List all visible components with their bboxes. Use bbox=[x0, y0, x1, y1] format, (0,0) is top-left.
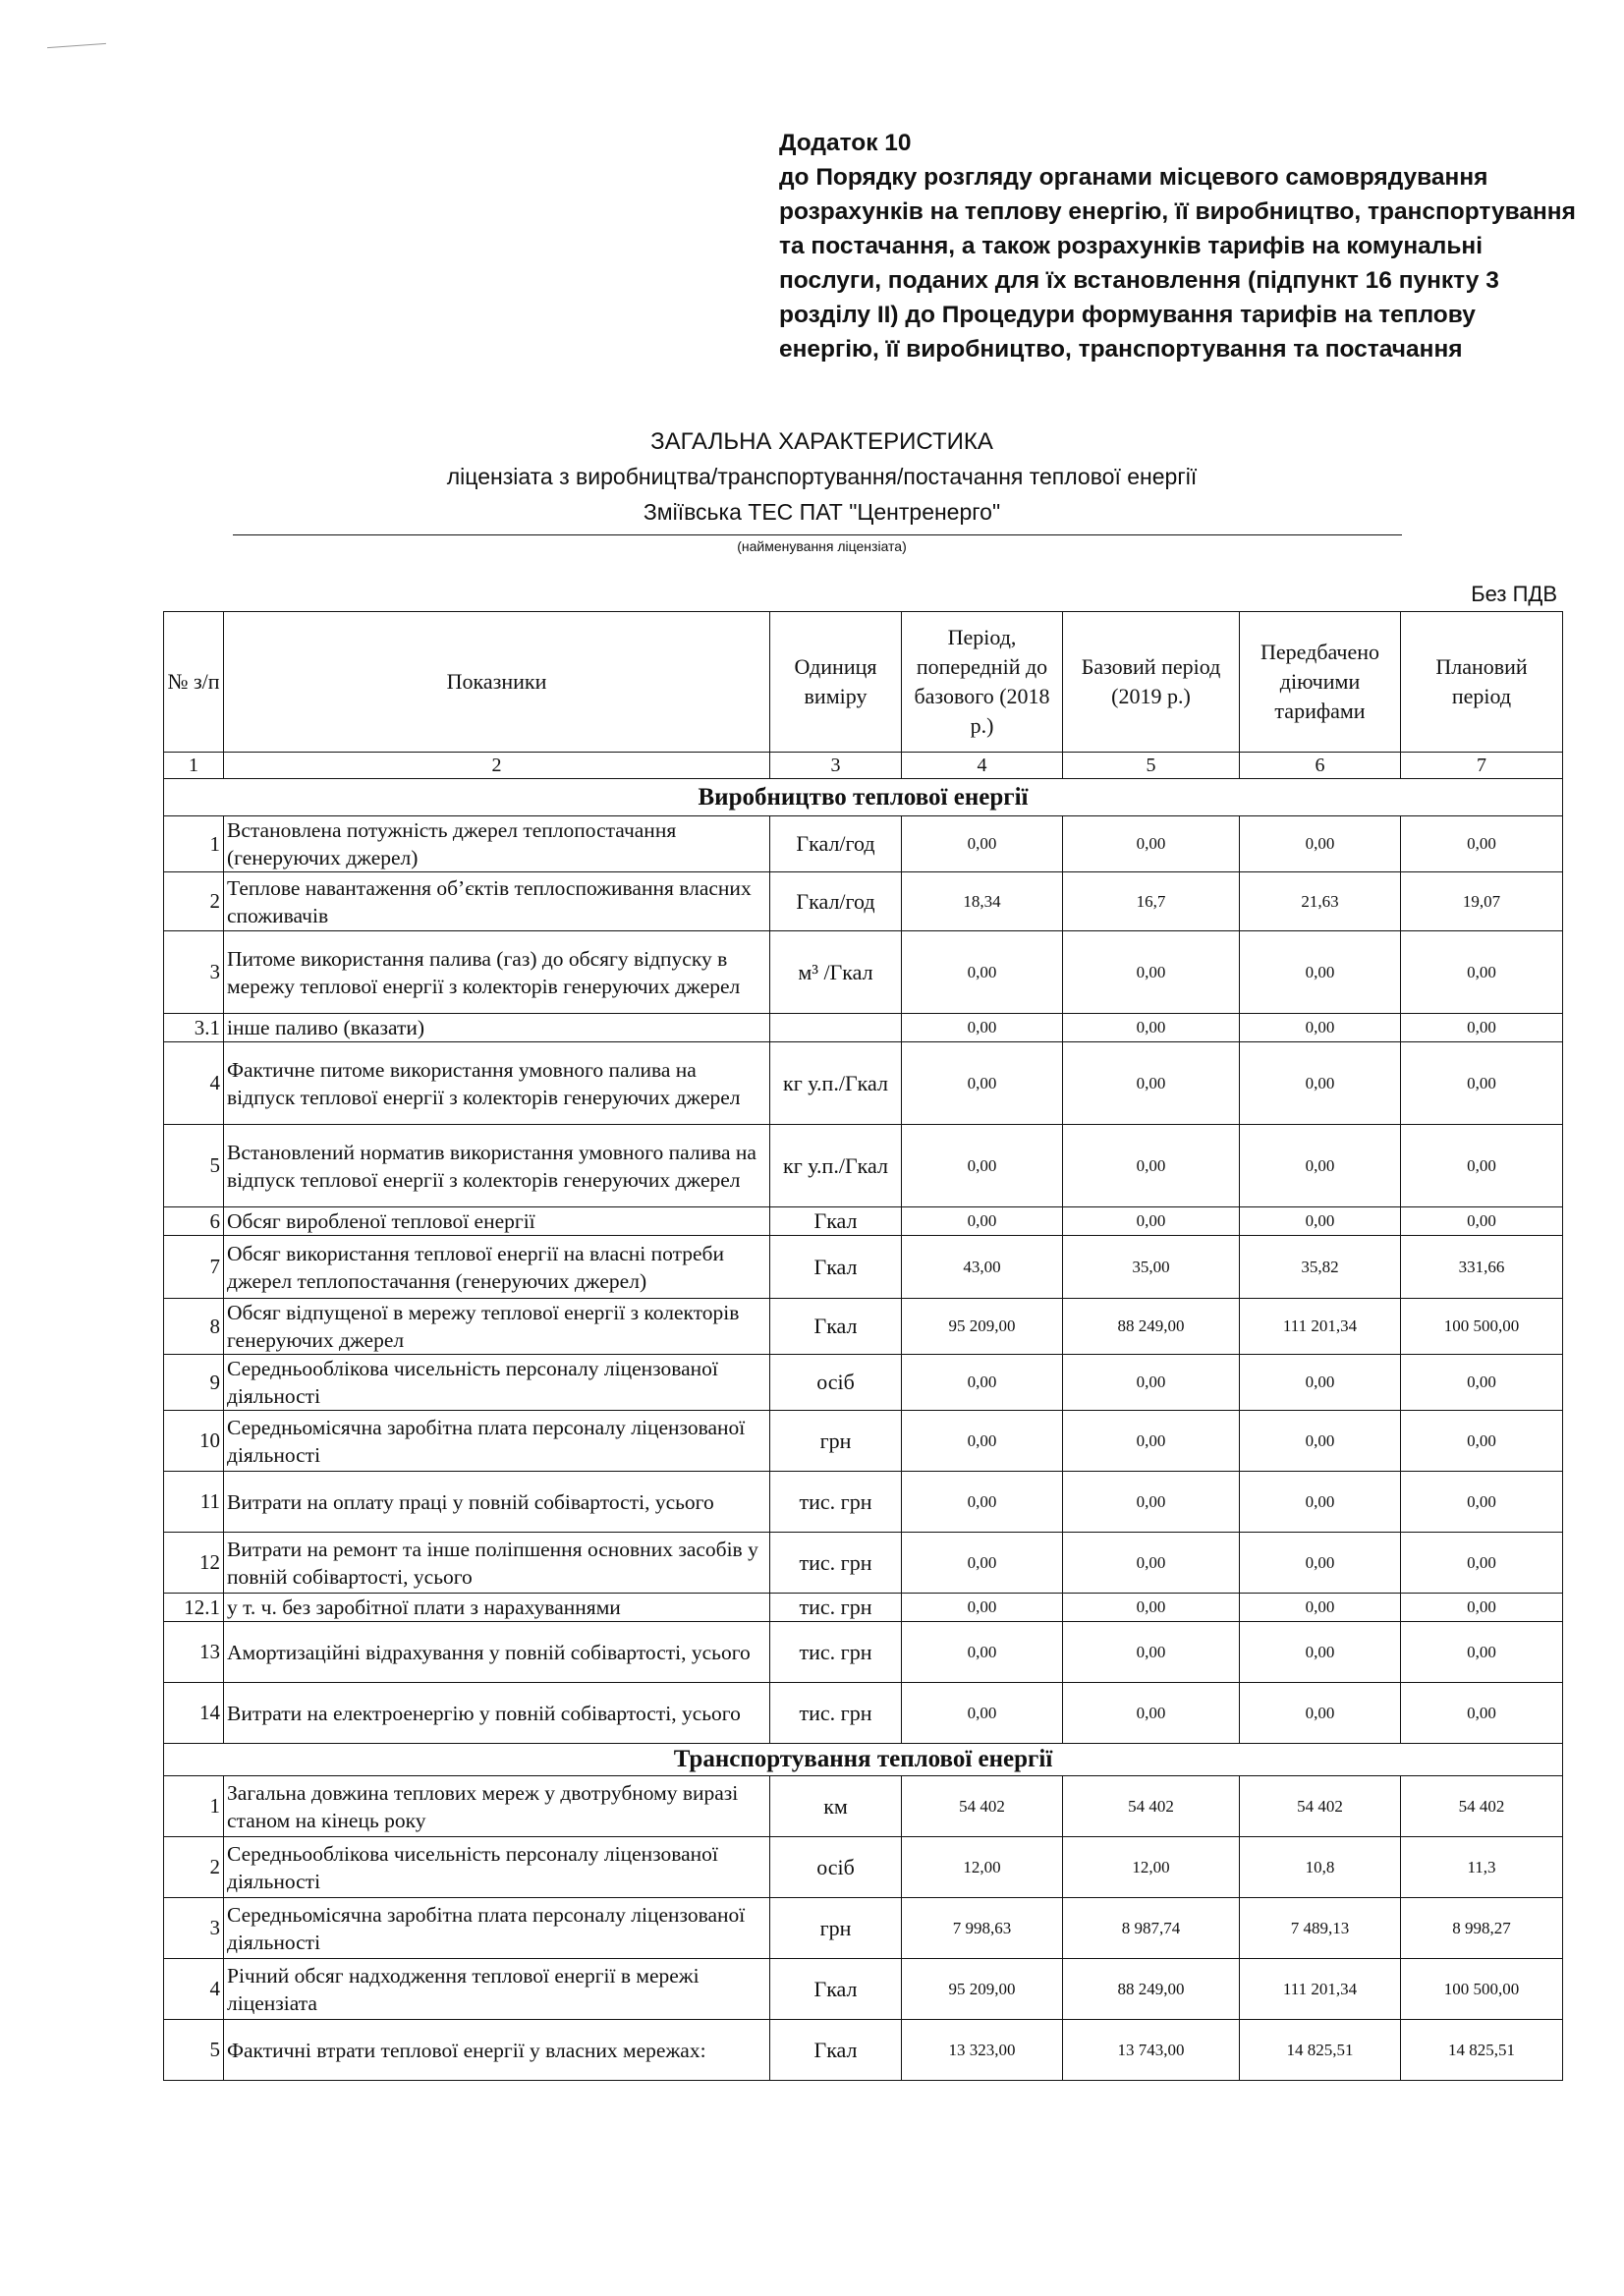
column-number: 4 bbox=[902, 753, 1063, 779]
indicator-name: Питоме використання палива (газ) до обсягу відпуску в мережу теплової енергії з колекторів генеруючих джерел bbox=[224, 931, 770, 1014]
value-plan-period: 331,66 bbox=[1401, 1236, 1563, 1299]
licensee-caption: (найменування ліцензіата) bbox=[737, 538, 907, 554]
table-row bbox=[164, 1236, 1563, 1299]
unit-of-measure: Гкал bbox=[770, 1959, 902, 2020]
row-number: 3 bbox=[164, 1898, 224, 1959]
value-tariff: 111 201,34 bbox=[1240, 1299, 1401, 1355]
value-base-period: 0,00 bbox=[1063, 931, 1240, 1014]
scan-mark bbox=[47, 43, 106, 48]
value-prev-period: 18,34 bbox=[902, 872, 1063, 931]
indicator-name: Обсяг виробленої теплової енергії bbox=[224, 1207, 770, 1236]
value-plan-period: 100 500,00 bbox=[1401, 1299, 1563, 1355]
header-indicator: Показники bbox=[224, 612, 770, 753]
row-number: 13 bbox=[164, 1622, 224, 1683]
appendix-line: та постачання, а також розрахунків тарифів на комунальні bbox=[779, 233, 1484, 259]
row-number: 14 bbox=[164, 1683, 224, 1744]
indicator-name: Середньомісячна заробітна плата персоналу ліцензованої діяльності bbox=[224, 1898, 770, 1959]
value-tariff: 14 825,51 bbox=[1240, 2020, 1401, 2081]
row-number: 1 bbox=[164, 816, 224, 872]
value-base-period: 0,00 bbox=[1063, 1014, 1240, 1042]
value-plan-period: 0,00 bbox=[1401, 1472, 1563, 1533]
value-base-period: 35,00 bbox=[1063, 1236, 1240, 1299]
indicator-name: Витрати на електроенергію у повній собівартості, усього bbox=[224, 1683, 770, 1744]
value-prev-period: 0,00 bbox=[902, 1355, 1063, 1411]
value-prev-period: 0,00 bbox=[902, 1014, 1063, 1042]
value-prev-period: 0,00 bbox=[902, 1125, 1063, 1207]
table-row bbox=[164, 2020, 1563, 2081]
row-number: 12 bbox=[164, 1533, 224, 1594]
column-number: 5 bbox=[1063, 753, 1240, 779]
value-base-period: 16,7 bbox=[1063, 872, 1240, 931]
indicator-name: Середньомісячна заробітна плата персоналу ліцензованої діяльності bbox=[224, 1411, 770, 1472]
value-base-period: 0,00 bbox=[1063, 1622, 1240, 1683]
row-number: 7 bbox=[164, 1236, 224, 1299]
row-number: 4 bbox=[164, 1042, 224, 1125]
indicator-name: Теплове навантаження об’єктів теплоспоживання власних споживачів bbox=[224, 872, 770, 931]
row-number: 12.1 bbox=[164, 1594, 224, 1622]
table-row bbox=[164, 1125, 1563, 1207]
row-number: 10 bbox=[164, 1411, 224, 1472]
table-row bbox=[164, 1472, 1563, 1533]
table-row bbox=[164, 1959, 1563, 2020]
table-row bbox=[164, 1207, 1563, 1236]
value-prev-period: 0,00 bbox=[902, 816, 1063, 872]
value-prev-period: 0,00 bbox=[902, 1594, 1063, 1622]
table-row bbox=[164, 872, 1563, 931]
value-prev-period: 0,00 bbox=[902, 1042, 1063, 1125]
value-plan-period: 0,00 bbox=[1401, 1042, 1563, 1125]
value-tariff: 0,00 bbox=[1240, 1207, 1401, 1236]
unit-of-measure: Гкал bbox=[770, 1299, 902, 1355]
section-title: Виробництво теплової енергії bbox=[164, 779, 1563, 816]
row-number: 2 bbox=[164, 1837, 224, 1898]
row-number: 9 bbox=[164, 1355, 224, 1411]
section-header-row bbox=[164, 1744, 1563, 1776]
appendix-line: розділу II) до Процедури формування тарифів на теплову bbox=[779, 302, 1476, 328]
unit-of-measure: Гкал bbox=[770, 1236, 902, 1299]
row-number: 4 bbox=[164, 1959, 224, 2020]
value-plan-period: 54 402 bbox=[1401, 1776, 1563, 1837]
value-base-period: 88 249,00 bbox=[1063, 1959, 1240, 2020]
indicator-name: Амортизаційні відрахування у повній собівартості, усього bbox=[224, 1622, 770, 1683]
value-prev-period: 0,00 bbox=[902, 1207, 1063, 1236]
table-row bbox=[164, 1622, 1563, 1683]
table-row bbox=[164, 1355, 1563, 1411]
value-plan-period: 0,00 bbox=[1401, 931, 1563, 1014]
unit-of-measure: тис. грн bbox=[770, 1683, 902, 1744]
value-base-period: 0,00 bbox=[1063, 1472, 1240, 1533]
value-plan-period: 0,00 bbox=[1401, 1125, 1563, 1207]
unit-of-measure: км bbox=[770, 1776, 902, 1837]
document-title: ЗАГАЛЬНА ХАРАКТЕРИСТИКА bbox=[650, 428, 993, 455]
value-plan-period: 0,00 bbox=[1401, 1622, 1563, 1683]
table-row bbox=[164, 1776, 1563, 1837]
value-tariff: 0,00 bbox=[1240, 1042, 1401, 1125]
row-number: 3 bbox=[164, 931, 224, 1014]
table-row bbox=[164, 1898, 1563, 1959]
value-tariff: 21,63 bbox=[1240, 872, 1401, 931]
table-row bbox=[164, 816, 1563, 872]
row-number: 3.1 bbox=[164, 1014, 224, 1042]
value-plan-period: 0,00 bbox=[1401, 1683, 1563, 1744]
table-row bbox=[164, 1837, 1563, 1898]
value-base-period: 0,00 bbox=[1063, 1533, 1240, 1594]
unit-of-measure: грн bbox=[770, 1898, 902, 1959]
unit-of-measure: кг у.п./Гкал bbox=[770, 1042, 902, 1125]
row-number: 11 bbox=[164, 1472, 224, 1533]
characteristics-table bbox=[163, 611, 1563, 2081]
unit-of-measure bbox=[770, 1014, 902, 1042]
column-number: 3 bbox=[770, 753, 902, 779]
indicator-name: Обсяг використання теплової енергії на власні потреби джерел теплопостачання (генеруючих джерел) bbox=[224, 1236, 770, 1299]
unit-of-measure: Гкал/год bbox=[770, 816, 902, 872]
value-tariff: 0,00 bbox=[1240, 1411, 1401, 1472]
unit-of-measure: Гкал bbox=[770, 2020, 902, 2081]
licensee-name: Зміївська ТЕС ПАТ "Центренерго" bbox=[643, 499, 1001, 525]
value-base-period: 0,00 bbox=[1063, 1042, 1240, 1125]
indicator-name: Середньооблікова чисельність персоналу ліцензованої діяльності bbox=[224, 1355, 770, 1411]
indicator-name: Фактичні втрати теплової енергії у власних мережах: bbox=[224, 2020, 770, 2081]
unit-of-measure: тис. грн bbox=[770, 1533, 902, 1594]
value-base-period: 12,00 bbox=[1063, 1837, 1240, 1898]
value-base-period: 88 249,00 bbox=[1063, 1299, 1240, 1355]
value-plan-period: 0,00 bbox=[1401, 1411, 1563, 1472]
column-number: 2 bbox=[224, 753, 770, 779]
value-tariff: 54 402 bbox=[1240, 1776, 1401, 1837]
value-tariff: 0,00 bbox=[1240, 1533, 1401, 1594]
row-number: 2 bbox=[164, 872, 224, 931]
table-body bbox=[164, 753, 1563, 2081]
appendix-line: послуги, поданих для їх встановлення (підпункт 16 пункту 3 bbox=[779, 267, 1499, 294]
value-prev-period: 13 323,00 bbox=[902, 2020, 1063, 2081]
row-number: 8 bbox=[164, 1299, 224, 1355]
row-number: 5 bbox=[164, 2020, 224, 2081]
appendix-line: енергію, її виробництво, транспортування та постачання bbox=[779, 336, 1463, 363]
value-plan-period: 0,00 bbox=[1401, 1014, 1563, 1042]
indicator-name: Загальна довжина теплових мереж у двотрубному виразі станом на кінець року bbox=[224, 1776, 770, 1837]
section-header-row bbox=[164, 779, 1563, 816]
value-tariff: 0,00 bbox=[1240, 1355, 1401, 1411]
unit-of-measure: тис. грн bbox=[770, 1622, 902, 1683]
value-tariff: 0,00 bbox=[1240, 816, 1401, 872]
value-base-period: 0,00 bbox=[1063, 1411, 1240, 1472]
header-plan-period: Плановий період bbox=[1401, 612, 1563, 753]
indicator-name: інше паливо (вказати) bbox=[224, 1014, 770, 1042]
appendix-line: Додаток 10 bbox=[779, 130, 912, 156]
appendix-line: розрахунків на теплову енергію, її виробництво, транспортування bbox=[779, 198, 1576, 225]
vat-note: Без ПДВ bbox=[1471, 582, 1557, 606]
unit-of-measure: тис. грн bbox=[770, 1472, 902, 1533]
row-number: 6 bbox=[164, 1207, 224, 1236]
value-tariff: 0,00 bbox=[1240, 1125, 1401, 1207]
value-plan-period: 0,00 bbox=[1401, 1533, 1563, 1594]
value-prev-period: 0,00 bbox=[902, 931, 1063, 1014]
indicator-name: у т. ч. без заробітної плати з нарахуваннями bbox=[224, 1594, 770, 1622]
value-tariff: 0,00 bbox=[1240, 1622, 1401, 1683]
header-prev-period: Період, попередній до базового (2018 р.) bbox=[902, 612, 1063, 753]
unit-of-measure: тис. грн bbox=[770, 1594, 902, 1622]
licensee-underline bbox=[233, 534, 1402, 535]
value-prev-period: 0,00 bbox=[902, 1472, 1063, 1533]
appendix-line: до Порядку розгляду органами місцевого самоврядування bbox=[779, 164, 1488, 191]
indicator-name: Обсяг відпущеної в мережу теплової енергії з колекторів генеруючих джерел bbox=[224, 1299, 770, 1355]
table-row bbox=[164, 1594, 1563, 1622]
value-plan-period: 0,00 bbox=[1401, 1355, 1563, 1411]
table-row bbox=[164, 1014, 1563, 1042]
value-tariff: 35,82 bbox=[1240, 1236, 1401, 1299]
unit-of-measure: Гкал/год bbox=[770, 872, 902, 931]
column-number: 1 bbox=[164, 753, 224, 779]
unit-of-measure: кг у.п./Гкал bbox=[770, 1125, 902, 1207]
value-prev-period: 0,00 bbox=[902, 1622, 1063, 1683]
value-tariff: 10,8 bbox=[1240, 1837, 1401, 1898]
value-base-period: 8 987,74 bbox=[1063, 1898, 1240, 1959]
row-number: 5 bbox=[164, 1125, 224, 1207]
value-tariff: 0,00 bbox=[1240, 1472, 1401, 1533]
value-plan-period: 100 500,00 bbox=[1401, 1959, 1563, 2020]
value-plan-period: 11,3 bbox=[1401, 1837, 1563, 1898]
table-row bbox=[164, 1533, 1563, 1594]
header-num: № з/п bbox=[164, 612, 224, 753]
document-subtitle: ліцензіата з виробництва/транспортування/постачання теплової енергії bbox=[446, 464, 1198, 489]
appendix-note bbox=[779, 126, 1576, 366]
value-base-period: 13 743,00 bbox=[1063, 2020, 1240, 2081]
value-base-period: 0,00 bbox=[1063, 816, 1240, 872]
header-base-period: Базовий період (2019 р.) bbox=[1063, 612, 1240, 753]
indicator-name: Витрати на оплату праці у повній собівартості, усього bbox=[224, 1472, 770, 1533]
table-row bbox=[164, 1411, 1563, 1472]
value-prev-period: 95 209,00 bbox=[902, 1299, 1063, 1355]
value-base-period: 0,00 bbox=[1063, 1683, 1240, 1744]
column-number: 6 bbox=[1240, 753, 1401, 779]
value-base-period: 0,00 bbox=[1063, 1355, 1240, 1411]
unit-of-measure: Гкал bbox=[770, 1207, 902, 1236]
indicator-name: Витрати на ремонт та інше поліпшення основних засобів у повній собівартості, усього bbox=[224, 1533, 770, 1594]
value-tariff: 111 201,34 bbox=[1240, 1959, 1401, 2020]
unit-of-measure: осіб bbox=[770, 1355, 902, 1411]
value-prev-period: 54 402 bbox=[902, 1776, 1063, 1837]
value-plan-period: 8 998,27 bbox=[1401, 1898, 1563, 1959]
column-number: 7 bbox=[1401, 753, 1563, 779]
header-unit: Одиниця виміру bbox=[770, 612, 902, 753]
value-prev-period: 0,00 bbox=[902, 1683, 1063, 1744]
section-title: Транспортування теплової енергії bbox=[164, 1744, 1563, 1776]
value-tariff: 0,00 bbox=[1240, 1014, 1401, 1042]
indicator-name: Встановлений норматив використання умовного палива на відпуск теплової енергії з колекторів генеруючих джерел bbox=[224, 1125, 770, 1207]
value-prev-period: 12,00 bbox=[902, 1837, 1063, 1898]
value-base-period: 0,00 bbox=[1063, 1594, 1240, 1622]
value-prev-period: 43,00 bbox=[902, 1236, 1063, 1299]
value-plan-period: 0,00 bbox=[1401, 816, 1563, 872]
indicator-name: Середньооблікова чисельність персоналу ліцензованої діяльності bbox=[224, 1837, 770, 1898]
unit-of-measure: грн bbox=[770, 1411, 902, 1472]
value-plan-period: 14 825,51 bbox=[1401, 2020, 1563, 2081]
indicator-name: Фактичне питоме використання умовного палива на відпуск теплової енергії з колекторів генеруючих джерел bbox=[224, 1042, 770, 1125]
value-base-period: 54 402 bbox=[1063, 1776, 1240, 1837]
value-tariff: 0,00 bbox=[1240, 1683, 1401, 1744]
table-header-row bbox=[164, 612, 1563, 753]
table-row bbox=[164, 1683, 1563, 1744]
value-tariff: 0,00 bbox=[1240, 931, 1401, 1014]
table-row bbox=[164, 1299, 1563, 1355]
value-base-period: 0,00 bbox=[1063, 1125, 1240, 1207]
value-prev-period: 95 209,00 bbox=[902, 1959, 1063, 2020]
value-base-period: 0,00 bbox=[1063, 1207, 1240, 1236]
indicator-name: Встановлена потужність джерел теплопостачання (генеруючих джерел) bbox=[224, 816, 770, 872]
row-number: 1 bbox=[164, 1776, 224, 1837]
table-row bbox=[164, 1042, 1563, 1125]
value-plan-period: 19,07 bbox=[1401, 872, 1563, 931]
value-tariff: 7 489,13 bbox=[1240, 1898, 1401, 1959]
indicator-name: Річний обсяг надходження теплової енергії в мережі ліцензіата bbox=[224, 1959, 770, 2020]
value-tariff: 0,00 bbox=[1240, 1594, 1401, 1622]
column-number-row bbox=[164, 753, 1563, 779]
table-row bbox=[164, 931, 1563, 1014]
value-prev-period: 7 998,63 bbox=[902, 1898, 1063, 1959]
header-tariff: Передбачено діючими тарифами bbox=[1240, 612, 1401, 753]
value-plan-period: 0,00 bbox=[1401, 1594, 1563, 1622]
unit-of-measure: м³ /Гкал bbox=[770, 931, 902, 1014]
value-plan-period: 0,00 bbox=[1401, 1207, 1563, 1236]
unit-of-measure: осіб bbox=[770, 1837, 902, 1898]
value-prev-period: 0,00 bbox=[902, 1411, 1063, 1472]
value-prev-period: 0,00 bbox=[902, 1533, 1063, 1594]
